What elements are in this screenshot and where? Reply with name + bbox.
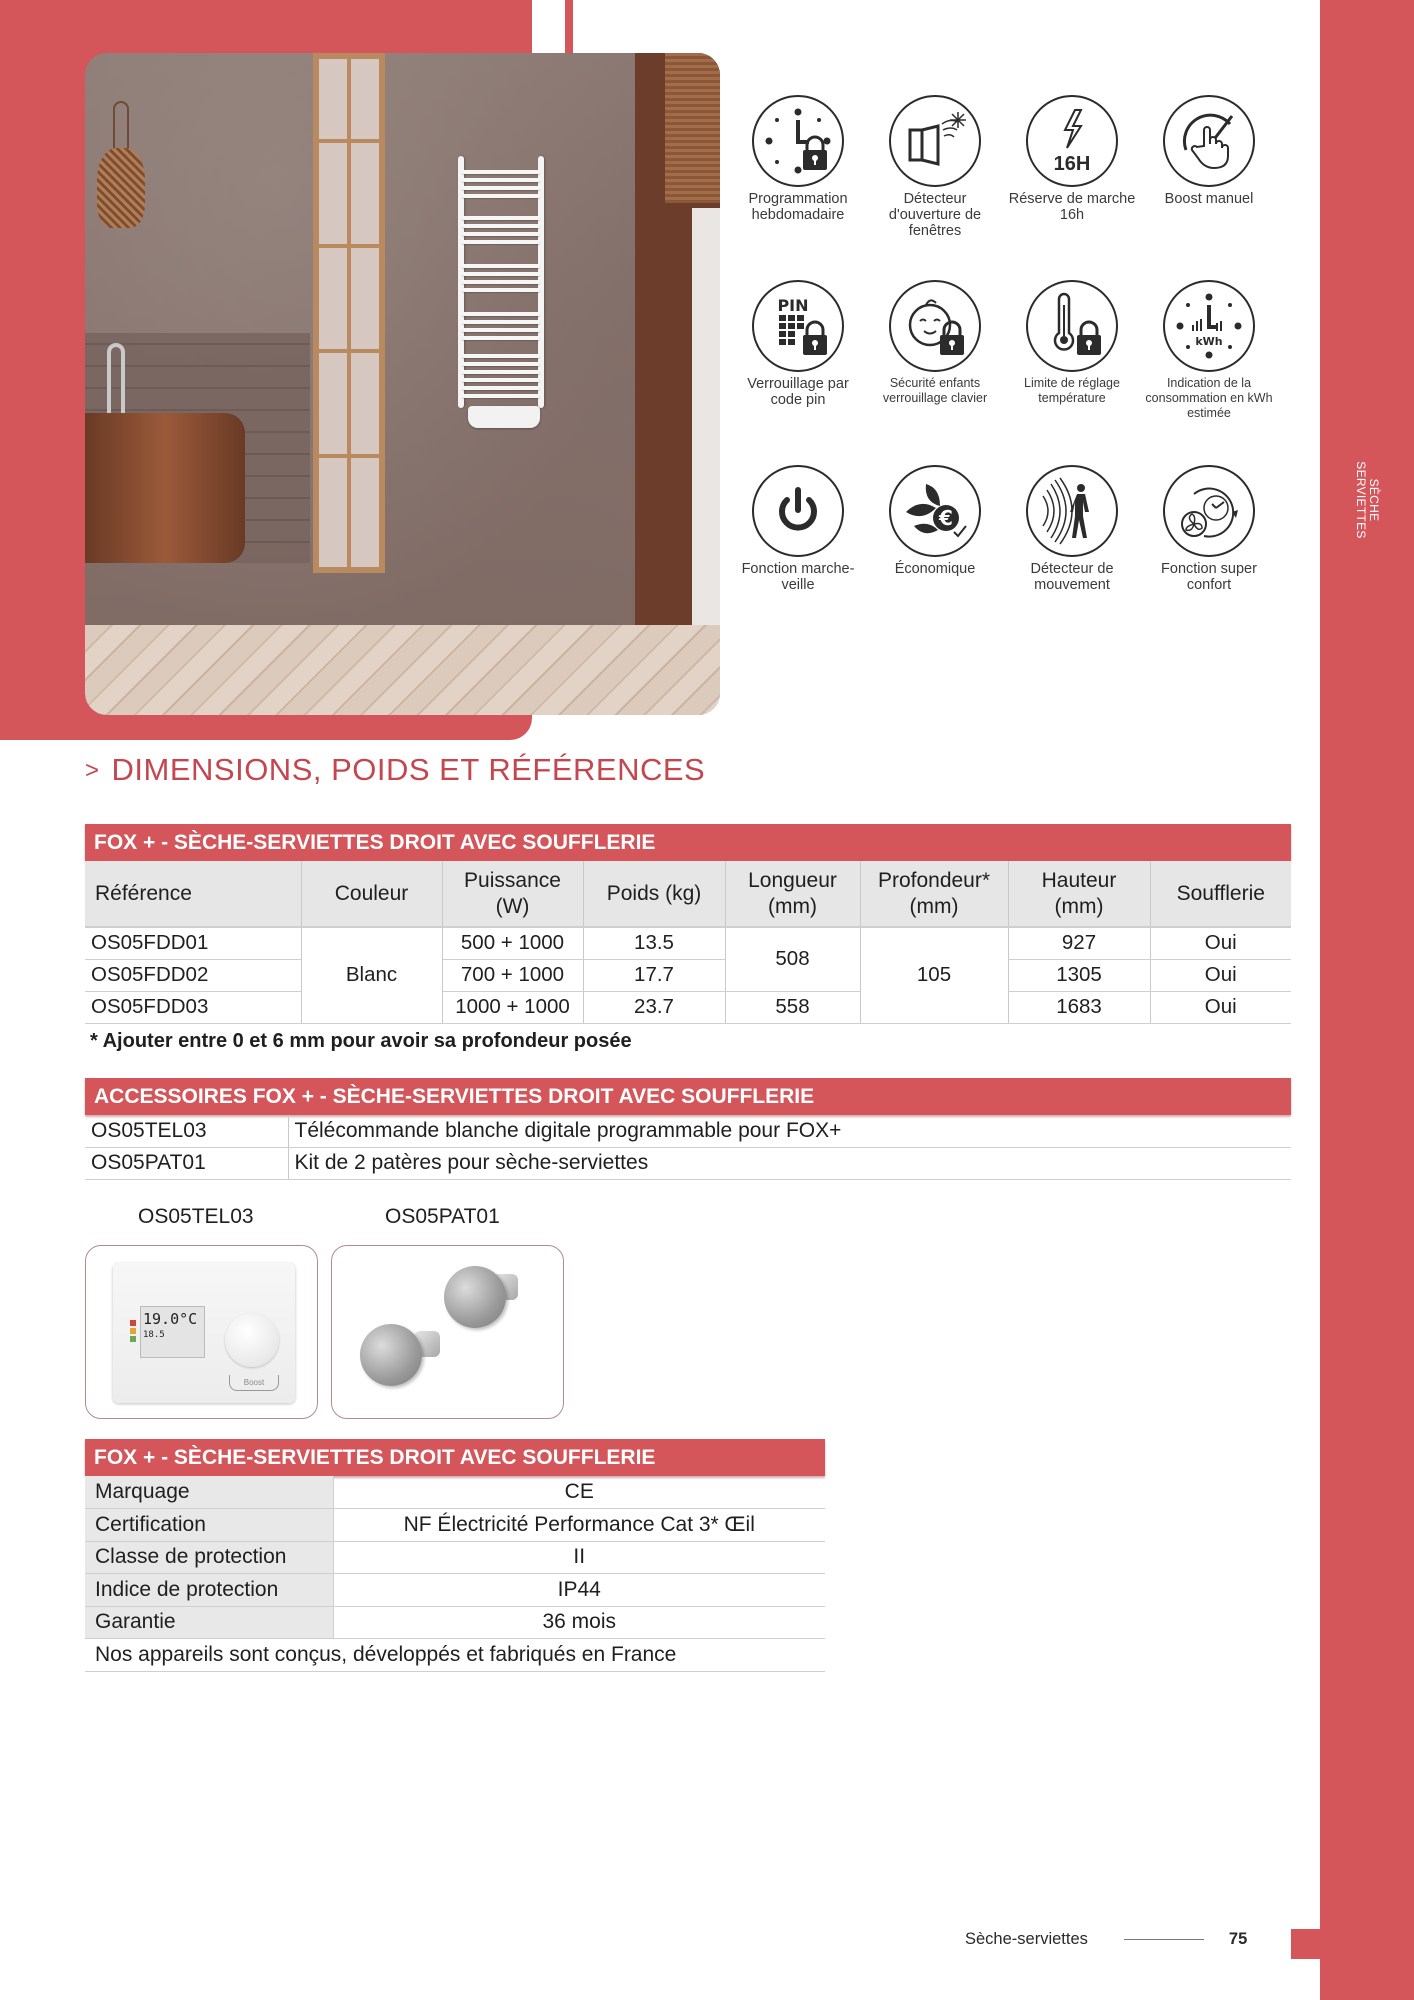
sidebar-label-line2: SERVIETTES bbox=[1354, 461, 1368, 539]
lightning-16h-icon bbox=[1026, 95, 1118, 187]
screen-subvalue: 18.5 bbox=[143, 1330, 165, 1340]
feature-boost bbox=[1141, 95, 1277, 207]
col-header-couleur: Couleur bbox=[301, 861, 442, 927]
cell-reference: OS05FDD01 bbox=[85, 927, 301, 959]
cell-description: Télécommande blanche digitale programmable pour FOX+ bbox=[288, 1115, 1291, 1147]
towel-hooks-image bbox=[331, 1245, 564, 1419]
window-snowflake-icon bbox=[889, 95, 981, 187]
page-tab-marker bbox=[1291, 1929, 1321, 1959]
table-title-bar: ACCESSOIRES FOX + - SÈCHE-SERVIETTES DROIT AVEC SOUFFLERIE bbox=[85, 1078, 1291, 1115]
section-title-text: DIMENSIONS, POIDS ET RÉFÉRENCES bbox=[111, 752, 706, 787]
svg-text:16H: 16H bbox=[1053, 153, 1091, 175]
page-number: 75 bbox=[1228, 1930, 1248, 1948]
accessory-label: OS05PAT01 bbox=[385, 1205, 500, 1228]
sidebar-label-line1: SÈCHE bbox=[1367, 478, 1381, 522]
cell-soufflerie: Oui bbox=[1150, 991, 1291, 1023]
clock-kwh-icon bbox=[1163, 280, 1255, 372]
spec-key: Garantie bbox=[85, 1606, 333, 1639]
dial-knob bbox=[225, 1313, 279, 1367]
table-row bbox=[85, 1509, 825, 1542]
cell-reference: OS05FDD02 bbox=[85, 959, 301, 991]
col-header-soufflerie: Soufflerie bbox=[1150, 861, 1291, 927]
fan-clock-cycle-icon bbox=[1163, 465, 1255, 557]
spec-key: Certification bbox=[85, 1509, 333, 1542]
remote-thermostat-image bbox=[85, 1245, 318, 1419]
feature-label: Détecteur d'ouverture de fenêtres bbox=[888, 191, 982, 239]
dimensions-table bbox=[85, 824, 1291, 1024]
col-header-reference: Référence bbox=[85, 861, 301, 927]
rattan-lantern bbox=[97, 148, 145, 228]
cell-soufflerie: Oui bbox=[1150, 959, 1291, 991]
thermostat-device bbox=[113, 1263, 295, 1403]
cell-reference: OS05TEL03 bbox=[85, 1115, 288, 1147]
wooden-bathtub bbox=[85, 413, 245, 563]
cell-poids: 13.5 bbox=[583, 927, 725, 959]
feature-economic bbox=[867, 465, 1003, 577]
section-sidebar bbox=[1320, 0, 1414, 2000]
thermometer-lock-icon bbox=[1026, 280, 1118, 372]
svg-text:PIN: PIN bbox=[777, 296, 809, 315]
feature-label: Verrouillage par code pin bbox=[747, 376, 849, 408]
cell-poids: 23.7 bbox=[583, 991, 725, 1023]
spec-key: Classe de protection bbox=[85, 1541, 333, 1574]
cell-longueur: 508 bbox=[725, 927, 860, 991]
cell-longueur: 558 bbox=[725, 991, 860, 1023]
spec-key: Marquage bbox=[85, 1476, 333, 1509]
cell-poids: 17.7 bbox=[583, 959, 725, 991]
table-row bbox=[85, 1541, 825, 1574]
shoji-door bbox=[313, 53, 385, 573]
feature-label: Sécurité enfants verrouillage clavier bbox=[882, 376, 988, 405]
cell-couleur: Blanc bbox=[301, 927, 442, 1023]
boost-button: Boost bbox=[229, 1375, 279, 1391]
section-title bbox=[85, 752, 705, 788]
table-row bbox=[85, 1639, 825, 1672]
cell-hauteur: 1683 bbox=[1008, 991, 1150, 1023]
feature-label: Fonction super confort bbox=[1161, 561, 1257, 593]
col-header-profondeur: Profondeur* (mm) bbox=[860, 861, 1008, 927]
col-header-poids: Poids (kg) bbox=[583, 861, 725, 927]
feature-label: Boost manuel bbox=[1164, 191, 1254, 207]
red-accent-strip bbox=[565, 0, 573, 53]
page-footer bbox=[965, 1930, 1247, 1949]
feature-child-lock bbox=[867, 280, 1003, 406]
cell-hauteur: 1305 bbox=[1008, 959, 1150, 991]
feature-label: Économique bbox=[894, 561, 976, 577]
accessories-table bbox=[85, 1078, 1291, 1180]
thermostat-screen bbox=[140, 1306, 205, 1358]
sidebar-section-label bbox=[1347, 455, 1387, 545]
feature-standby bbox=[730, 465, 866, 593]
feature-window-detector bbox=[867, 95, 1003, 239]
cell-reference: OS05PAT01 bbox=[85, 1147, 288, 1179]
hero-product-photo bbox=[85, 53, 720, 715]
leaf-euro-icon bbox=[889, 465, 981, 557]
svg-text:kWh: kWh bbox=[1195, 335, 1223, 348]
table-row bbox=[85, 959, 1291, 991]
col-header-puissance: Puissance (W) bbox=[442, 861, 583, 927]
feature-label: Indication de la consommation en kWh estimée bbox=[1145, 376, 1273, 420]
feature-kwh bbox=[1141, 280, 1277, 421]
baby-lock-icon bbox=[889, 280, 981, 372]
table-header-row bbox=[85, 861, 1291, 927]
lantern-handle bbox=[113, 101, 129, 151]
made-in-france-note: Nos appareils sont conçus, développés et fabriqués en France bbox=[85, 1639, 825, 1672]
cell-puissance: 700 + 1000 bbox=[442, 959, 583, 991]
status-leds bbox=[130, 1320, 136, 1344]
spec-value: IP44 bbox=[333, 1574, 825, 1607]
table-title-bar: FOX + - SÈCHE-SERVIETTES DROIT AVEC SOUFFLERIE bbox=[85, 824, 1291, 861]
feature-motion bbox=[1004, 465, 1140, 593]
spec-value: 36 mois bbox=[333, 1606, 825, 1639]
table-footnote: * Ajouter entre 0 et 6 mm pour avoir sa profondeur posée bbox=[90, 1030, 632, 1052]
pin-keypad-lock-icon bbox=[752, 280, 844, 372]
table-row bbox=[85, 1147, 1291, 1179]
table-row bbox=[85, 1115, 1291, 1147]
clock-lock-icon bbox=[752, 95, 844, 187]
feature-super-comfort bbox=[1141, 465, 1277, 593]
col-header-longueur: Longueur (mm) bbox=[725, 861, 860, 927]
motion-person-icon bbox=[1026, 465, 1118, 557]
cell-hauteur: 927 bbox=[1008, 927, 1150, 959]
footer-divider bbox=[1124, 1939, 1204, 1941]
cell-soufflerie: Oui bbox=[1150, 927, 1291, 959]
bamboo-blind bbox=[665, 53, 720, 203]
table-row bbox=[85, 927, 1291, 959]
feature-label: Détecteur de mouvement bbox=[1030, 561, 1114, 593]
feature-label: Réserve de marche 16h bbox=[1008, 191, 1136, 223]
specifications-table bbox=[85, 1439, 825, 1672]
footer-section-name: Sèche-serviettes bbox=[965, 1930, 1088, 1948]
accessory-label: OS05TEL03 bbox=[138, 1205, 254, 1228]
hand-dial-icon bbox=[1163, 95, 1255, 187]
spec-value: II bbox=[333, 1541, 825, 1574]
feature-label: Fonction marche-veille bbox=[741, 561, 855, 593]
cell-reference: OS05FDD03 bbox=[85, 991, 301, 1023]
screen-temperature: 19.0°C bbox=[143, 1310, 198, 1328]
hook-1 bbox=[360, 1324, 422, 1386]
feature-temp-limit bbox=[1004, 280, 1140, 406]
col-header-hauteur: Hauteur (mm) bbox=[1008, 861, 1150, 927]
power-icon bbox=[752, 465, 844, 557]
table-row bbox=[85, 991, 1291, 1023]
feature-reserve-16h bbox=[1004, 95, 1140, 223]
cell-puissance: 500 + 1000 bbox=[442, 927, 583, 959]
faucet bbox=[107, 343, 125, 413]
feature-label: Limite de réglage température bbox=[1024, 376, 1120, 405]
spec-value: CE bbox=[333, 1476, 825, 1509]
spec-key: Indice de protection bbox=[85, 1574, 333, 1607]
feature-programmation bbox=[730, 95, 866, 223]
hook-2 bbox=[444, 1266, 506, 1328]
spec-value: NF Électricité Performance Cat 3* Œil bbox=[333, 1509, 825, 1542]
table-title-bar: FOX + - SÈCHE-SERVIETTES DROIT AVEC SOUFFLERIE bbox=[85, 1439, 825, 1476]
blower-unit bbox=[468, 406, 540, 428]
feature-label: Programmation hebdomadaire bbox=[748, 191, 848, 223]
cell-profondeur: 105 bbox=[860, 927, 1008, 1023]
feature-pin-lock bbox=[730, 280, 866, 408]
table-row bbox=[85, 1476, 825, 1509]
cell-puissance: 1000 + 1000 bbox=[442, 991, 583, 1023]
table-row bbox=[85, 1574, 825, 1607]
chevron-right-icon: > bbox=[85, 757, 100, 784]
table-row bbox=[85, 1606, 825, 1639]
svg-text:€: € bbox=[939, 506, 953, 530]
towel-radiator bbox=[458, 156, 544, 428]
herringbone-floor bbox=[85, 625, 720, 715]
window-glass bbox=[692, 208, 720, 628]
cell-description: Kit de 2 patères pour sèche-serviettes bbox=[288, 1147, 1291, 1179]
